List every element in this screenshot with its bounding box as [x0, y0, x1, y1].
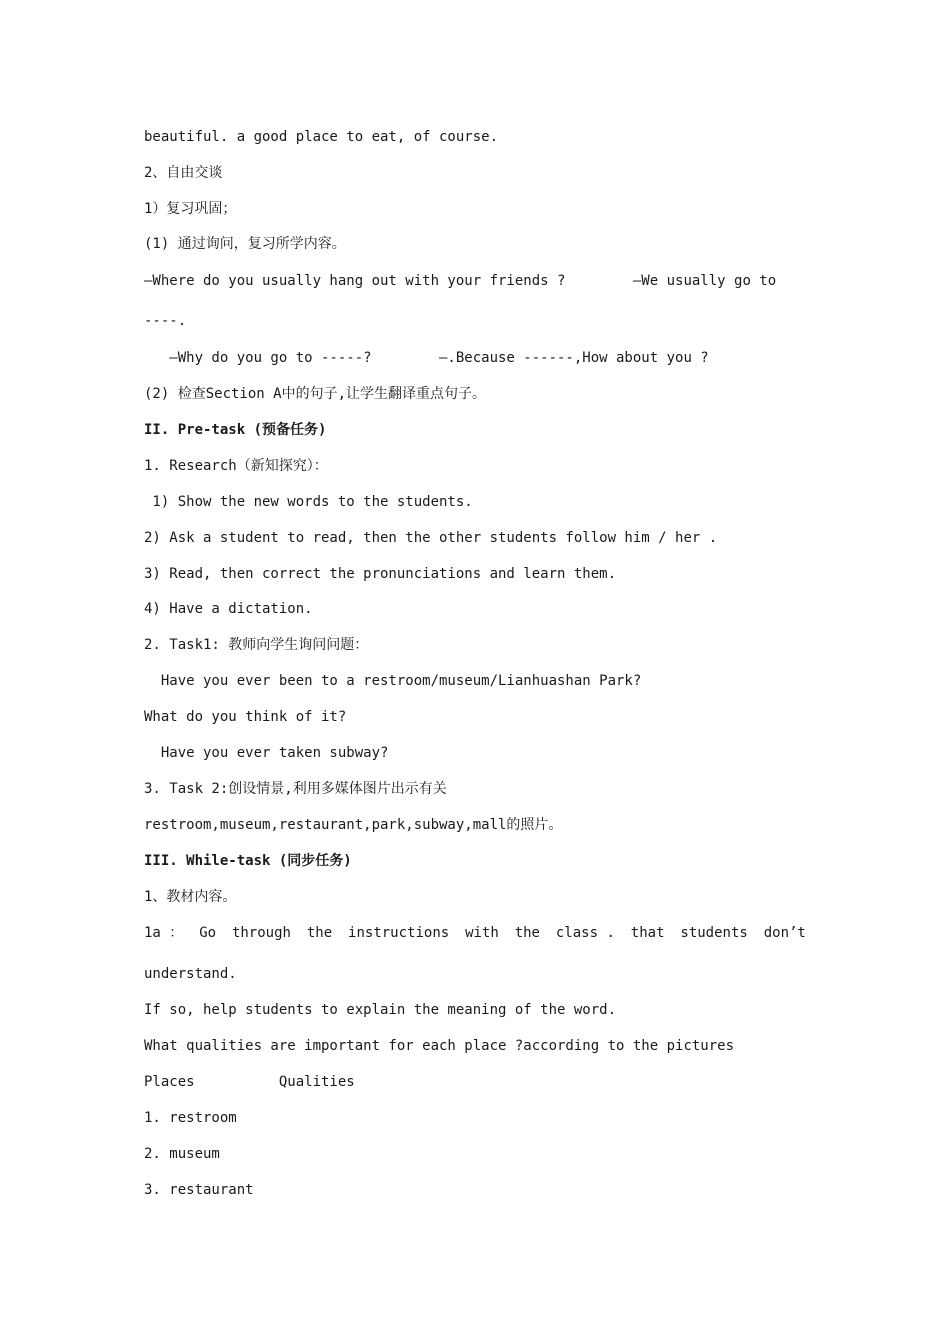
- word: through: [231, 925, 291, 941]
- dialogue-line: ----.: [144, 313, 187, 329]
- word: 1a ：: [144, 925, 184, 941]
- text-line: beautiful. a good place to eat, of course.: [144, 129, 499, 145]
- text-line: Have you ever taken subway?: [144, 745, 389, 761]
- word: the: [514, 925, 540, 941]
- word: don’t: [763, 925, 806, 941]
- word: that: [630, 925, 665, 941]
- list-item: 3. restaurant: [144, 1182, 254, 1198]
- text-line: What qualities are important for each place ?according to the pictures: [144, 1038, 735, 1054]
- text-line: 3) Read, then correct the pronunciations and learn them.: [144, 566, 617, 582]
- text-line: What do you think of it?: [144, 709, 347, 725]
- text-line: 1. Research（新知探究）：: [144, 458, 328, 474]
- dialogue-line: —Why do you go to -----? —.Because ------,How about you ?: [144, 350, 709, 366]
- text-line: 1) Show the new words to the students.: [144, 494, 473, 510]
- text-line: (2) 检查Section A中的句子,让学生翻译重点句子。: [144, 386, 487, 402]
- justified-line: [144, 923, 806, 943]
- table-header: Places Qualities: [144, 1074, 355, 1090]
- text-line: 4) Have a dictation.: [144, 601, 313, 617]
- list-item: 1. restroom: [144, 1110, 237, 1126]
- word: the: [306, 925, 333, 941]
- list-item: 2. museum: [144, 1146, 220, 1162]
- word: Go: [199, 925, 217, 941]
- word: instructions: [348, 925, 450, 941]
- word: students: [680, 925, 748, 941]
- section-heading: II. Pre-task (预备任务): [144, 422, 327, 438]
- text-line: 2) Ask a student to read, then the other students follow him / her .: [144, 530, 718, 546]
- section-heading: 2、自由交谈: [144, 165, 223, 181]
- word: with: [465, 925, 499, 941]
- section-heading: III. While-task (同步任务): [144, 853, 352, 869]
- text-line: 1、教材内容。: [144, 889, 237, 905]
- text-line: (1) 通过询问，复习所学内容。: [144, 236, 346, 252]
- text-line: 1）复习巩固；: [144, 201, 237, 217]
- text-line: 3. Task 2:创设情景,利用多媒体图片出示有关: [144, 781, 447, 797]
- text-line: understand.: [144, 966, 237, 982]
- word: class .: [555, 925, 615, 941]
- text-line: If so, help students to explain the meaning of the word.: [144, 1002, 617, 1018]
- text-line: 2. Task1: 教师向学生询问问题：: [144, 637, 369, 653]
- dialogue-line: —Where do you usually hang out with your friends ? —We usually go to: [144, 273, 777, 289]
- text-line: Have you ever been to a restroom/museum/Lianhuashan Park?: [144, 673, 642, 689]
- text-line: restroom,museum,restaurant,park,subway,mall的照片。: [144, 817, 563, 833]
